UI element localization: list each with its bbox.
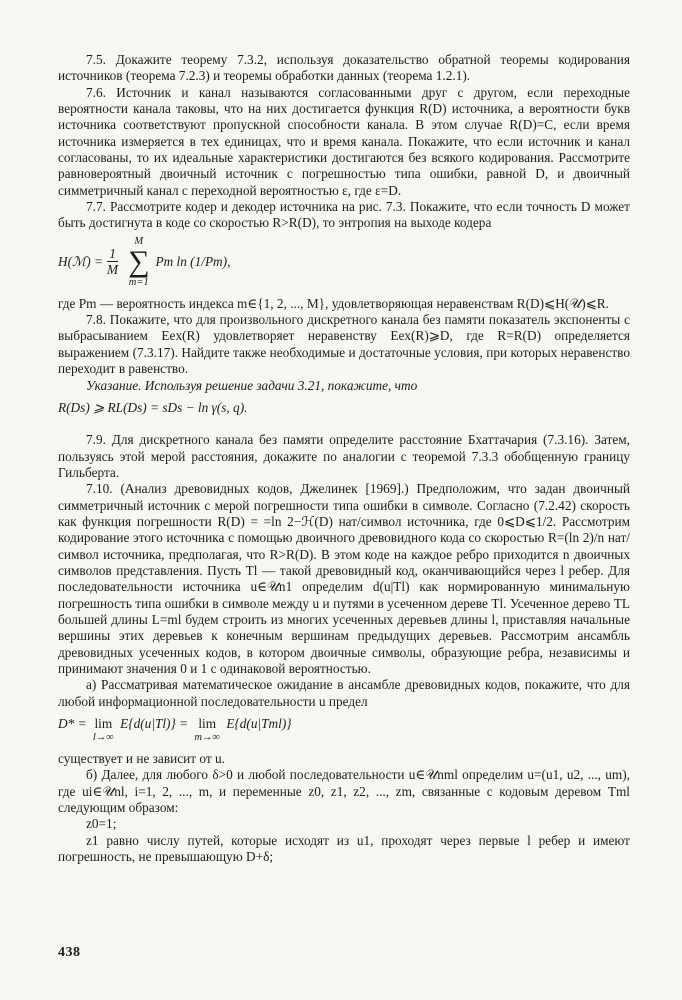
limit-operator-1 <box>93 716 114 743</box>
limit-rhs: E{d(u|Tml)} <box>226 716 292 732</box>
lim-word-2: lim <box>198 716 217 732</box>
page-number: 438 <box>58 945 81 960</box>
sigma-icon: ∑ <box>128 244 150 278</box>
fraction-numerator: 1 <box>109 246 116 262</box>
z0-definition: z0=1; <box>86 816 117 832</box>
hint-equation: R(Ds) ⩾ RL(Ds) = sDs − ln γ(s, q). <box>58 399 248 415</box>
fraction-denominator: M <box>106 262 119 278</box>
entropy-equation <box>58 236 630 288</box>
exercise-7-5: 7.5. Докажите теорему 7.3.2, используя доказательство обратной теоремы кодирования источников (теорема 7.2.3) и теоремы обработки данных (теорема 1.2.1). <box>58 52 630 84</box>
lim-subscript-2: m→∞ <box>194 732 220 744</box>
hint-paragraph: Указание. Используя решение задачи 3.21, покажите, что <box>86 377 418 393</box>
part-a: а) Рассматривая математическое ожидание в ансамбле древовидных кодов, покажите, что для любой информационной последовательности u предел <box>58 677 630 709</box>
limit-middle: E{d(u|Tl)} = <box>120 716 189 732</box>
sum-upper-limit: M <box>134 235 144 247</box>
summation-sign <box>128 236 149 288</box>
lim-subscript-1: l→∞ <box>92 732 114 744</box>
exercise-7-7: 7.7. Рассмотрите кодер и декодер источника на рис. 7.3. Покажите, что если точность D может быть достигнута в коде со скоростью R>R(D), то энтропия на выходе кодера <box>58 199 630 231</box>
fraction-1-over-M <box>107 246 118 277</box>
limit-lhs: D* = <box>58 716 87 732</box>
exercise-7-10: 7.10. (Анализ древовидных кодов, Джелинек [1969].) Предположим, что задан двоичный симметричный источник с мерой погрешности типа ошибки в символе. Согласно (7.2.42) скорость как функция погрешности R(D) = =ln 2−ℋ(D) нат/символ источника, где 0⩽D⩽1/2. Рассмотрим кодирование этого источника с помощью двоичного древовидного кода со скоростью R=(ln 2)/n нат/символ источника, предполагая, что R>R(D). В этом коде на каждое ребро приходится n двоичных символов представления. Пусть Tl — такой древовидный код, оканчивающийся через l ребер. Для последовательности источника u∈𝒰n1 определим d(u|Tl) как нормированную минимальную погрешность типа ошибки в символе между u и путями в усеченном дереве Tl. Усеченное дерево TL большей длины L=ml будем строить из многих усеченных деревьев длины l, приставляя начальные вершины этих деревьев к конечным вершинам предыдущих деревьев. Рассмотрим ансамбль древовидных усеченных кодов, в котором двоичные символы, образующие ребра, независимы и принимают значения 0 и 1 с одинаковой вероятностью. <box>58 481 630 676</box>
exercise-7-9: 7.9. Для дискретного канала без памяти определите расстояние Бхаттачария (7.3.16). Затем, пользуясь этой мерой расстояния, докажите по аналогии с теоремой 7.3.3 обобщенную границу Гильберта. <box>58 432 630 480</box>
limit-operator-2 <box>194 716 220 743</box>
entropy-lhs: H(ℳ) = <box>58 253 103 269</box>
sum-lower-limit: m=1 <box>128 276 149 288</box>
sum-body: Pm ln (1/Pm), <box>155 253 231 269</box>
limit-conclusion: существует и не зависит от u. <box>58 751 225 767</box>
part-b: б) Далее, для любого δ>0 и любой последовательности u∈𝒰nml определим u=(u1, u2, ..., um), где ui∈𝒰nl, i=1, 2, ..., m, и переменные z0, z1, z2, ..., zm, связанные с кодовым деревом Tml следующим образом: <box>58 767 630 816</box>
z1-definition: z1 равно числу путей, которые исходят из u1, проходят через первые l ребер и имеют погрешность, не превышающую D+δ; <box>58 832 630 865</box>
lim-word: lim <box>94 716 113 732</box>
entropy-explanation: где Pm — вероятность индекса m∈{1, 2, ..., M}, удовлетворяющая неравенствам R(D)⩽H(𝒰)⩽R. <box>58 295 609 311</box>
exercise-7-8: 7.8. Покажите, что для произвольного дискретного канала без памяти показатель экспоненты с выбрасыванием Eex(R) удовлетворяет неравенству Eex(R)⩾D, где R=R(D) определяется выражением (7.3.17). Найдите также необходимые и достаточные условия, при которых неравенство переходит в равенство. <box>58 312 630 377</box>
limit-equation <box>58 716 630 743</box>
exercise-7-6: 7.6. Источник и канал называются согласованными друг с другом, если переходные вероятности канала таковы, что на них достигается функция R(D) источника, а вероятности букв источника соответствуют пропускной способности канала. В этом случае R(D)=C, если время источника измеряется в тех единицах, что и время канала. Покажите, что если источник и канал согласованы, то их идеальные характеристики достигаются без всякого кодирования. Рассмотрите равновероятный двоичный источник с погрешностью типа ошибки, равной D, и двоичный симметричный канал с переходной вероятностью ε, где ε=D. <box>58 84 630 198</box>
